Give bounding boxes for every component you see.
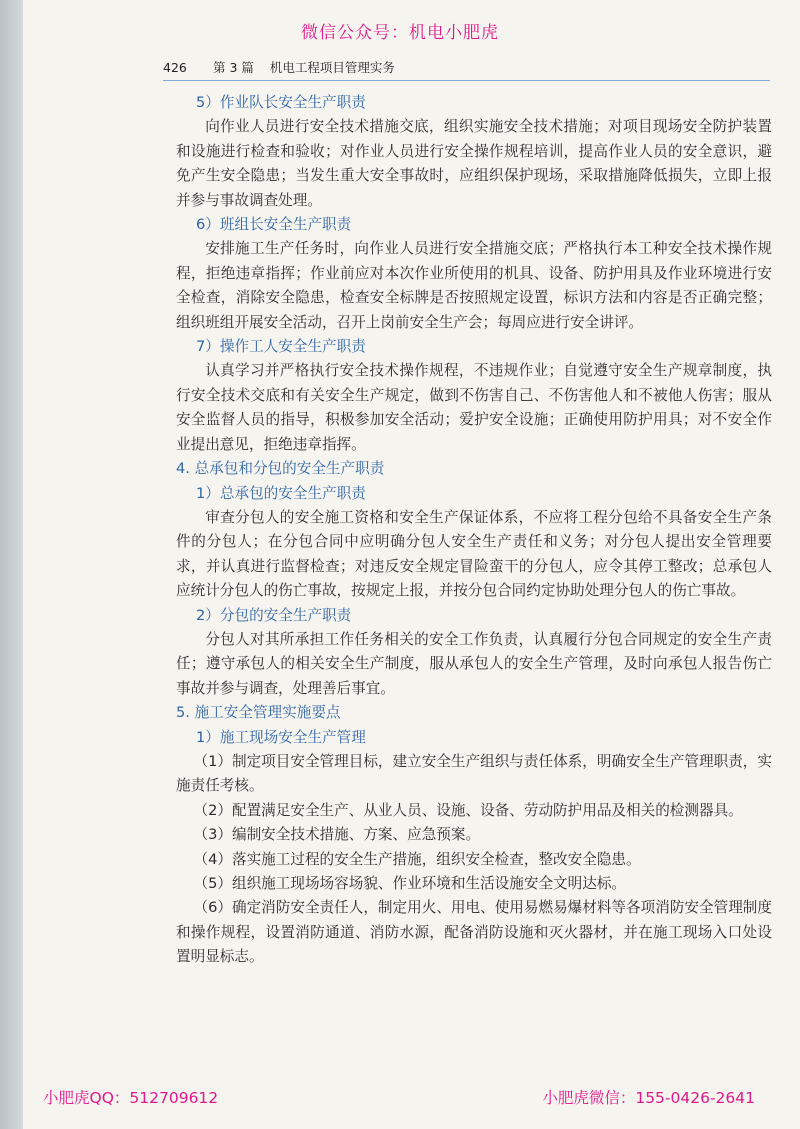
chapter-heading: 4. 总承包和分包的安全生产职责 [176,460,385,478]
book-part-title: 机电工程项目管理实务 [269,60,395,75]
chapter-heading: 5. 施工安全管理实施要点 [176,704,341,722]
paragraph: 认真学习并严格执行安全技术操作规程，不违规作业；自觉遵守安全生产规章制度，执行安全技术交底和有关安全生产规定，做到不伤害自己、不伤害他人和不被他人伤害；服从安全监督人员的指导，积极参加安全活动；爱护安全设施；正确使用防护用具；对不安全作业提出意见，拒绝违章指挥。 [176,362,772,453]
running-header [163,58,770,81]
section-heading: 5）作业队长安全生产职责 [196,94,366,111]
list-item: （6）确定消防安全责任人，制定用火、用电、使用易燃易爆材料等各项消防安全管理制度和操作规程，设置消防通道、消防水源，配备消防设施和灭火器材，并在施工现场入口处设置明显标志。 [176,899,772,966]
watermark-qq: 小肥虎QQ：512709612 [43,1089,219,1107]
paragraph: 分包人对其所承担工作任务相关的安全工作负责，认真履行分包合同规定的安全生产责任；遵守承包人的相关安全生产制度，服从承包人的安全生产管理，及时向承包人报告伤亡事故并参与调查，处理善后事宜。 [176,630,772,697]
paragraph: 安排施工生产任务时，向作业人员进行安全措施交底；严格执行本工种安全技术操作规程，拒绝违章指挥；作业前应对本次作业所使用的机具、设备、防护用具及作业环境进行安全检查，消除安全隐患，检查安全标牌是否按照规定设置，标识方法和内容是否正确完整；组织班组开展安全活动，召开上岗前安全生产会；每周应进行安全讲评。 [176,240,772,331]
page-number: 426 [163,60,187,75]
paragraph: 审查分包人的安全施工资格和安全生产保证体系，不应将工程分包给不具备安全生产条件的分包人；在分包合同中应明确分包人安全生产责任和义务；对分包人提出安全管理要求，并认真进行监督检查；对违反安全规定冒险蛮干的分包人，应令其停工整改；总承包人应统计分包人的伤亡事故，按规定上报，并按分包合同约定协助处理分包人的伤亡事故。 [176,508,772,600]
section-heading: 6）班组长安全生产职责 [196,216,352,234]
section-heading: 2）分包的安全生产职责 [196,606,352,624]
list-item: （4）落实施工过程的安全生产措施，组织安全检查，整改安全隐患。 [193,850,641,868]
list-item: （1）制定项目安全管理目标，建立安全生产组织与责任体系，明确安全生产管理职责，实施责任考核。 [176,752,772,795]
watermark-wechat: 小肥虎微信：155-0426-2641 [542,1089,755,1107]
section-heading: 7）操作工人安全生产职责 [196,338,366,356]
watermark-top: 微信公众号：机电小肥虎 [301,23,499,43]
list-item: （2）配置满足安全生产、从业人员、设施、设备、劳动防护用品及相关的检测器具。 [193,801,743,819]
paragraph: 向作业人员进行安全技术措施交底，组织实施安全技术措施；对项目现场安全防护装置和设施进行检查和验收；对作业人员进行安全操作规程培训，提高作业人员的安全意识，避免产生安全隐患；当发生重大安全事故时，应组织保护现场，采取措施降低损失，立即上报并参与事故调查处理。 [176,118,772,209]
page-body [176,91,772,970]
list-item: （3）编制安全技术措施、方案、应急预案。 [193,826,481,844]
part-label: 第 3 篇 [212,60,254,75]
list-item: （5）组织施工现场场容场貌、作业环境和生活设施安全文明达标。 [193,875,627,892]
section-heading: 1）施工现场安全生产管理 [196,728,366,746]
page-binding-shadow [0,0,23,1129]
section-heading: 1）总承包的安全生产职责 [196,484,366,502]
watermark-bottom [0,1086,800,1110]
